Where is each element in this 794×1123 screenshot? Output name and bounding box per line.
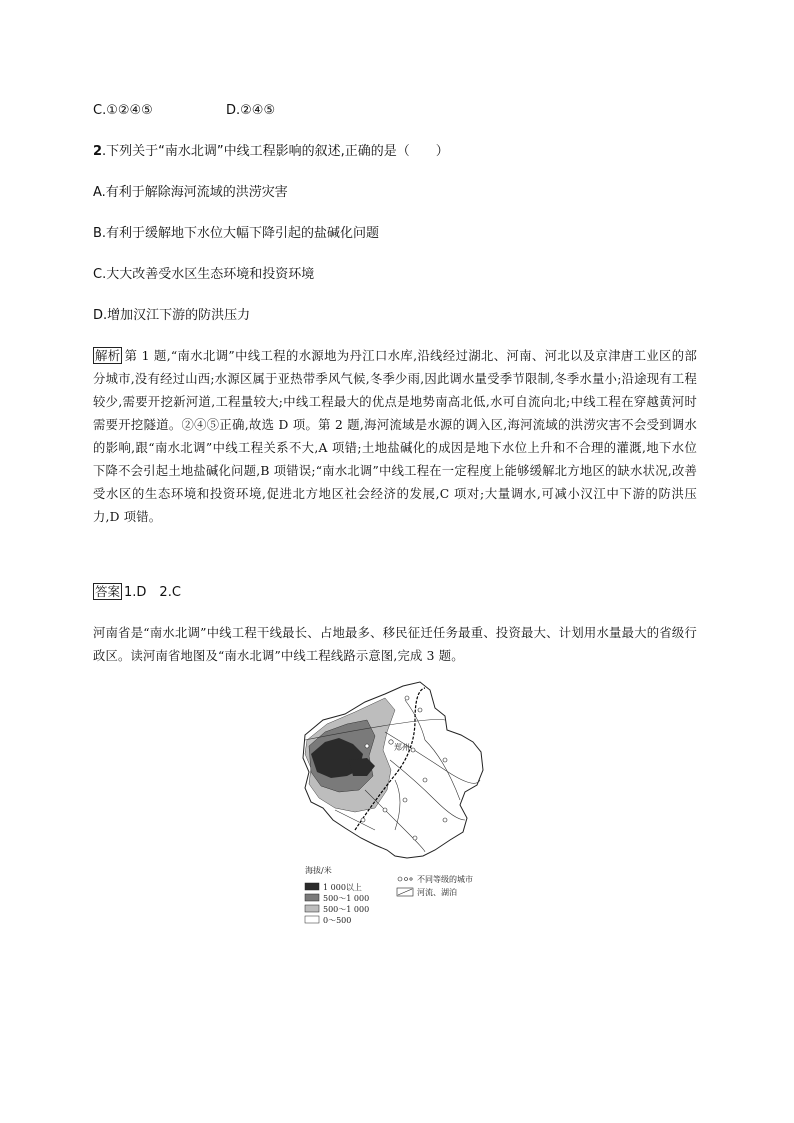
legend-label-4: 0～500 [323,916,352,925]
option-d: D.②④⑤ [226,103,276,118]
intro-paragraph: 河南省是“南水北调”中线工程干线最长、占地最多、移民征迁任务最重、投资最大、计划用水量最大的省级行政区。读河南省地图及“南水北调”中线工程线路示意图,完成 3 题。 [93,626,697,663]
legend-swatches [305,883,319,923]
answer-text: 1.D 2.C [124,585,181,600]
option-a: A.有利于解除海河流域的洪涝灾害 [93,185,288,200]
legend-swatch-mid [305,894,319,901]
analysis-tag: 解析 [95,348,121,363]
option-row-cd [93,103,275,119]
option-c-q2: C.大大改善受水区生态环境和投资环境 [93,267,315,282]
option-d-q2: D.增加汉江下游的防洪压力 [93,308,251,323]
answer-tag: 答案 [95,584,121,599]
legend-river-label: 河流、湖泊 [417,888,457,897]
analysis-text: 第 1 题,“南水北调”中线工程的水源地为丹江口水库,沿线经过湖北、河南、河北以及京津唐工业区的部分城市,没有经过山西;水源区属于亚热带季风气候,冬季少雨,因此调水量受季节限制,冬季水量小;沿途现有工程较少,需要开挖新河道,工程量较大;中线工程最大的优点是地势南高北低,水可自流向北;中线工程在穿越黄河时需要开挖隧道。②④⑤正确,故选 D 项。第 2 题,海河流域是水源的调入区,海河流域的洪涝灾害不会受到调水的影响,跟“南水北调”中线工程关系不大,A 项错;土地盐碱化的成因是地下水位上升和不合理的灌溉,地下水位下降不会引起土地盐碱化问题,B 项错误;“南水北调”中线工程在一定程度上能够缓解北方地区的缺水状况,改善受水区的生态环境和投资环境,促进北方地区社会经济的发展,C 项对;大量调水,可减小汉江中下游的防洪压力,D 项错。 [93,349,697,524]
legend-city-icon [398,877,412,881]
question-text: .下列关于“南水北调”中线工程影响的叙述,正确的是（ ） [102,144,449,159]
answer-line [93,583,181,601]
legend-city-label: 不同等级的城市 [417,875,473,884]
question-number: 2 [93,144,103,159]
question-2-stem [93,144,449,160]
city-label-zhengzhou: 郑州 [394,743,410,752]
legend-swatch-plain [305,916,319,923]
legend-swatch-high [305,883,319,890]
legend-label-1: 1 000以上 [323,883,362,892]
option-c: C.①②④⑤ [93,103,153,118]
legend-label-3: 500～1 000 [323,905,370,914]
analysis-paragraph [93,345,697,529]
henan-elevation-map [295,680,510,940]
legend-swatch-low [305,905,319,912]
legend-title: 海拔/米 [305,866,332,875]
legend-label-2: 500～1 000 [323,894,370,903]
option-b: B.有利于缓解地下水位大幅下降引起的盐碱化问题 [93,226,380,241]
